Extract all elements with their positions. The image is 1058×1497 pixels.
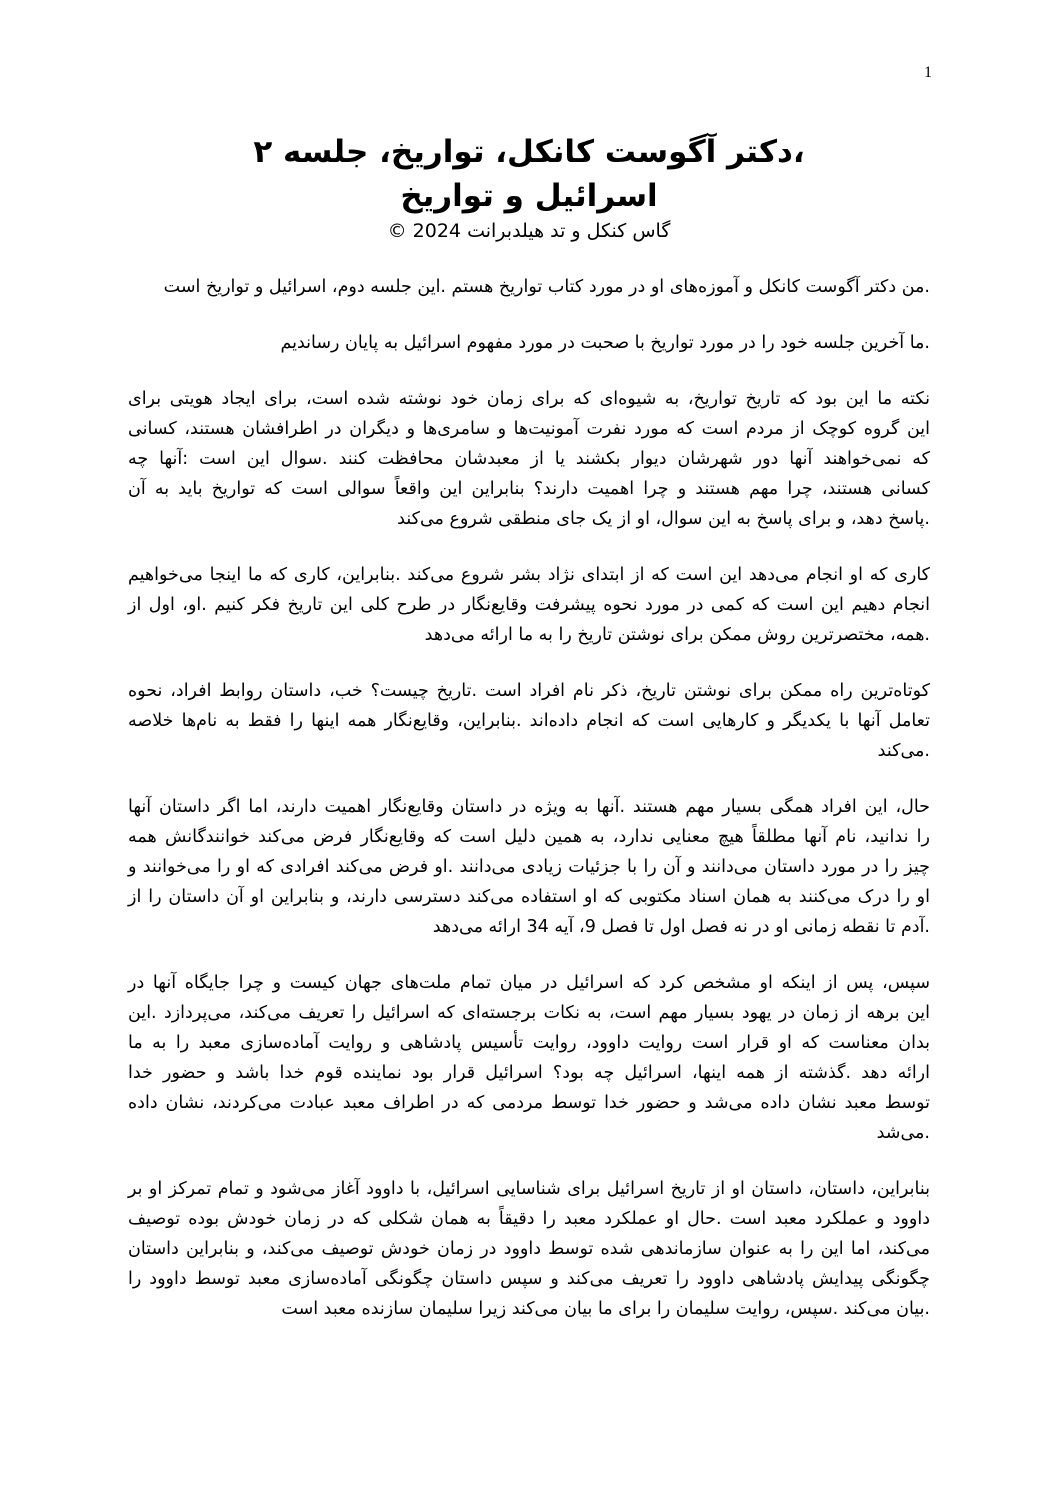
paragraph bbox=[128, 676, 930, 766]
text-line: که نمی‌خواهند آنها دور شهرشان دیوار بکشند یا از معبدشان محافظت کنند .سوال این است :آنها چه bbox=[128, 449, 930, 469]
text-line: سپس، پس از اینکه او مشخص کرد که اسرائیل در میان تمام ملت‌های جهان کیست و چرا جایگاه آنها در bbox=[128, 973, 930, 993]
text-line: کاری که او انجام می‌دهد این است که از ابتدای نژاد بشر شروع می‌کند .بنابراین، کاری که ما اینجا می‌خواهیم bbox=[128, 565, 930, 585]
text-line: .پاسخ دهد، و برای پاسخ به این سوال، او از یک جای منطقی شروع می‌کند bbox=[397, 509, 930, 529]
text-line: .می‌کند bbox=[877, 741, 930, 761]
paragraph bbox=[128, 384, 930, 534]
text-line: چیز را در مورد داستان می‌دانند و آن را با جزئیات زیادی می‌دانند .او فرض می‌کند افرادی که او را می‌خوانند و bbox=[128, 857, 930, 877]
text-line: ارائه دهد .گذشته از همه اینها، اسرائیل چه بود؟ اسرائیل قرار بود نماینده قوم خدا باشد و حضور خدا bbox=[128, 1063, 930, 1083]
text-line: .می‌شد bbox=[876, 1123, 930, 1143]
text-line: این برهه از زمان در یهود بسیار مهم است، به نکات برجسته‌ای که اسرائیل را تعریف می‌کند، می‌پردازد .این bbox=[128, 1003, 930, 1023]
paragraph bbox=[128, 328, 930, 358]
text-line: این گروه کوچک از مردم است که مورد نفرت آمونیت‌ها و سامری‌ها و دیگران در اطرافشان هستند، کسانی bbox=[128, 419, 930, 439]
paragraph bbox=[128, 272, 930, 302]
text-line: کسانی هستند، چرا مهم هستند و چرا اهمیت دارند؟ بنابراین این واقعاً سوالی است که تواریخ باید به آن bbox=[128, 479, 930, 499]
text-line: چگونگی پیدایش پادشاهی داوود را تعریف می‌کند و سپس داستان چگونگی آماده‌سازی معبد توسط داوود را bbox=[128, 1269, 930, 1289]
document-title bbox=[0, 130, 1058, 218]
author-copyright: گاس کنکل و تد هیلدبرانت 2024 © bbox=[387, 220, 671, 242]
text-line: .ما آخرین جلسه خود را در مورد تواریخ با صحبت در مورد مفهوم اسرائیل به پایان رساندیم bbox=[280, 333, 930, 353]
text-line: داوود و عملکرد معبد است .حال او عملکرد معبد را دقیقاً به همان شکلی که در زمان خودش بوده توصیف bbox=[128, 1209, 930, 1229]
text-line: انجام دهیم این است که کمی در مورد نحوه پیشرفت وقایع‌نگار در طرح کلی این تاریخ فکر کنیم .او، اول از bbox=[128, 595, 930, 615]
text-line: را ندانید، نام آنها مطلقاً هیچ معنایی ندارد، به همین دلیل است که وقایع‌نگار فرض می‌کند خوانندگانش همه bbox=[128, 827, 930, 847]
text-line: .من دکتر آگوست کانکل و آموزه‌های او در مورد کتاب تواریخ هستم .این جلسه دوم، اسرائیل و تواریخ است bbox=[163, 277, 930, 297]
text-line: کوتاه‌ترین راه ممکن برای نوشتن تاریخ، ذکر نام افراد است .تاریخ چیست؟ خب، داستان روابط افراد، نحوه bbox=[128, 681, 930, 701]
document-body bbox=[128, 272, 930, 1350]
paragraph bbox=[128, 1174, 930, 1324]
text-line: تعامل آنها با یکدیگر و کارهایی است که انجام داده‌اند .بنابراین، وقایع‌نگار همه اینها را فقط به نام‌ها خلاصه bbox=[128, 711, 930, 731]
text-line: .آدم تا نقطه زمانی او در نه فصل اول تا فصل 9، آیه 34 ارائه می‌دهد bbox=[432, 917, 930, 937]
text-line: توسط معبد نشان داده می‌شد و حضور خدا توسط مردمی که در اطراف معبد عبادت می‌کردند، نشان داده bbox=[128, 1093, 930, 1113]
text-line: او را درک می‌کنند به همان اسناد مکتوبی که او استفاده می‌کند دسترسی دارند، و بنابراین او آن داستان را از bbox=[128, 887, 930, 907]
page-number: 1 bbox=[924, 64, 932, 81]
text-line: نکته ما این بود که تاریخ تواریخ، به شیوه‌ای که برای زمان خود نوشته شده است، برای ایجاد هویتی برای bbox=[128, 389, 930, 409]
text-line: حال، این افراد همگی بسیار مهم هستند .آنها به ویژه در داستان وقایع‌نگار اهمیت دارند، اما اگر داستان آنها bbox=[128, 797, 930, 817]
text-line: .بیان می‌کند .سپس، روایت سلیمان را برای ما بیان می‌کند زیرا سلیمان سازنده معبد است bbox=[281, 1299, 930, 1319]
paragraph bbox=[128, 560, 930, 650]
title-line-2: اسرائیل و تواریخ bbox=[400, 178, 658, 214]
paragraph bbox=[128, 968, 930, 1148]
text-line: .همه، مختصرترین روش ممکن برای نوشتن تاریخ را به ما ارائه می‌دهد bbox=[424, 625, 930, 645]
text-line: بنابراین، داستان، داستان او از تاریخ اسرائیل برای شناسایی اسرائیل، با داوود آغاز می‌شود و تمام تمرکز او بر bbox=[128, 1179, 930, 1199]
paragraph bbox=[128, 792, 930, 942]
text-line: بدان معناست که او قرار است روایت داوود، روایت تأسیس پادشاهی و روایت آماده‌سازی معبد را به ما bbox=[128, 1033, 930, 1053]
title-line-1: ،دکتر آگوست کانکل، تواریخ، جلسه ۲ bbox=[253, 134, 805, 170]
text-line: می‌کند، اما این را به عنوان سازماندهی شده توسط داوود در زمان خودش توصیف می‌کند، و بنابراین داستان bbox=[128, 1239, 930, 1259]
